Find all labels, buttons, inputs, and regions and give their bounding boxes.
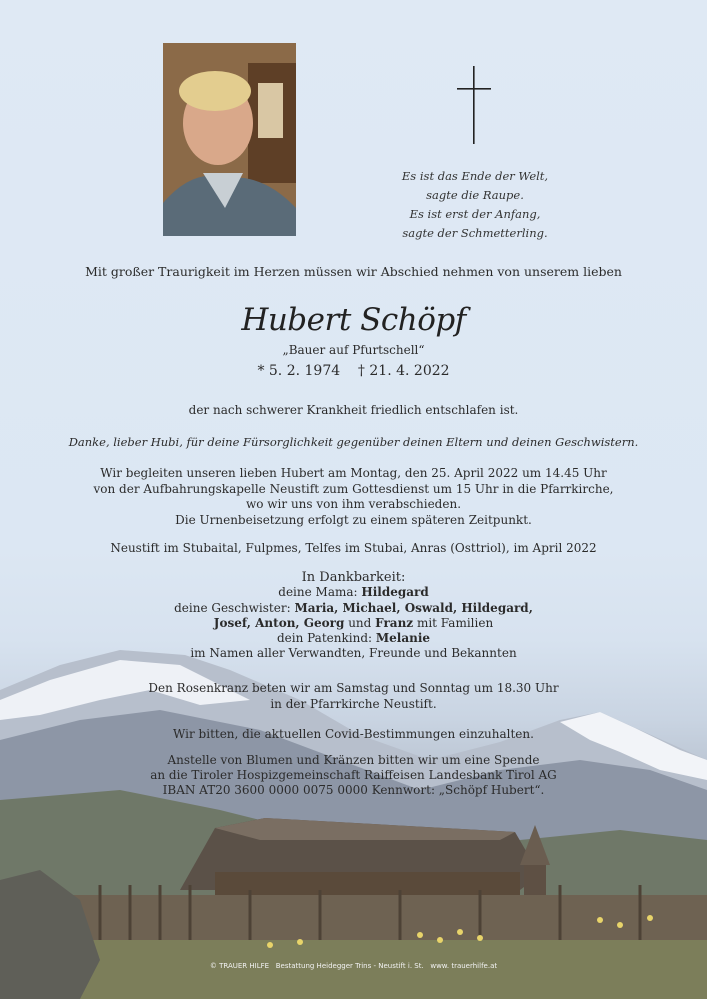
donation-info: [0, 753, 707, 798]
funeral-info: [0, 466, 707, 528]
quote-line: Es ist das Ende der Welt,: [401, 169, 549, 183]
covid-notice: Wir bitten, die aktuellen Covid-Bestimmungen einzuhalten.: [173, 727, 534, 741]
mourners-list: [0, 570, 707, 662]
donation-line: an die Tiroler Hospizgemeinschaft Raiffeisen Landesbank Tirol AG: [150, 768, 557, 782]
footer-credit: © TRAUER HILFE Bestattung Heidegger Trins - Neustift i. St. www. trauerhilfe.at: [209, 962, 498, 970]
thanks-text: Danke, lieber Hubi, für deine Fürsorglichkeit gegenüber deinen Eltern und deinen Geschwistern.: [68, 435, 639, 449]
life-dates: * 5. 2. 1974 † 21. 4. 2022: [257, 363, 450, 379]
quote-line: sagte der Schmetterling.: [402, 226, 548, 240]
mourners-heading: In Dankbarkeit:: [301, 570, 406, 585]
rosary-line: Den Rosenkranz beten wir am Samstag und Sonntag um 18.30 Uhr: [148, 681, 559, 695]
funeral-line: wo wir uns von ihm verabschieden.: [245, 497, 462, 511]
funeral-line: Wir begleiten unseren lieben Hubert am Montag, den 25. April 2022 um 14.45 Uhr: [100, 466, 607, 480]
intro-text: Mit großer Traurigkeit im Herzen müssen wir Abschied nehmen von unserem lieben: [85, 264, 622, 279]
mourner-line: deine Mama: Hildegard: [278, 585, 429, 600]
passing-text: der nach schwerer Krankheit friedlich entschlafen ist.: [188, 403, 519, 417]
quote: [380, 167, 570, 243]
deceased-name: Hubert Schöpf: [241, 302, 466, 338]
rosary-line: in der Pfarrkirche Neustift.: [270, 696, 437, 711]
rosary-info: [0, 681, 707, 712]
mourner-line: deine Geschwister: Maria, Michael, Oswald, Hildegard,: [174, 600, 533, 615]
funeral-line: von der Aufbahrungskapelle Neustift zum Gottesdienst um 15 Uhr in die Pfarrkirche,: [93, 481, 614, 496]
quote-line: Es ist erst der Anfang,: [409, 207, 541, 221]
mourner-line: im Namen aller Verwandten, Freunde und Bekannten: [190, 646, 517, 661]
mourner-line: dein Patenkind: Melanie: [276, 631, 431, 646]
quote-line: sagte die Raupe.: [426, 188, 524, 202]
donation-line: Anstelle von Blumen und Kränzen bitten wir um eine Spende: [167, 753, 540, 767]
nickname: „Bauer auf Pfurtschell“: [282, 343, 425, 357]
donation-line: IBAN AT20 3600 0000 0075 0000 Kennwort: „Schöpf Hubert“.: [162, 783, 545, 797]
mourner-line: Josef, Anton, Georg und Franz mit Familien: [213, 615, 494, 630]
location-date: Neustift im Stubaital, Fulpmes, Telfes im Stubai, Anras (Osttriol), im April 2022: [110, 541, 597, 555]
funeral-line: Die Urnenbeisetzung erfolgt zu einem späteren Zeitpunkt.: [175, 512, 532, 527]
portrait-photo: [163, 43, 296, 236]
cross-icon: [457, 66, 491, 144]
